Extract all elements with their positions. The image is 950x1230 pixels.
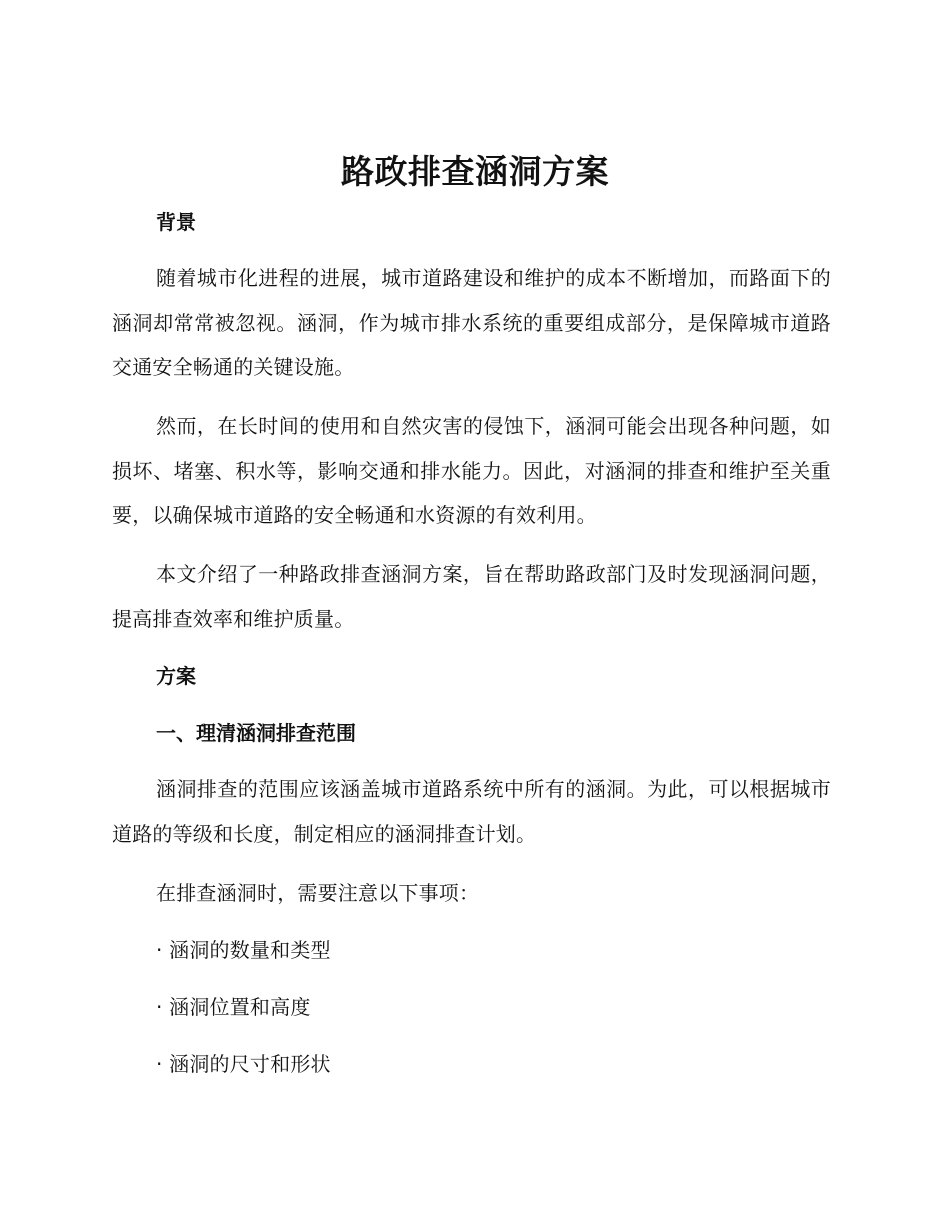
step-1-paragraph-2: 在排查涵洞时，需要注意以下事项： <box>156 881 480 905</box>
section-heading-background: 背景 <box>156 210 196 234</box>
background-paragraph-1: 随着城市化进程的进展，城市道路建设和维护的成本不断增加，而路面下的涵洞却常常被忽视。涵洞，作为城市排水系统的重要组成部分，是保障城市道路交通安全畅通的关键设施。 <box>112 266 831 379</box>
list-item: · 涵洞的尺寸和形状 <box>156 1052 331 1076</box>
background-paragraph-2: 然而，在长时间的使用和自然灾害的侵蚀下，涵洞可能会出现各种问题，如损坏、堵塞、积水等，影响交通和排水能力。因此，对涵洞的排查和维护至关重要，以确保城市道路的安全畅通和水资源的有效利用。 <box>112 414 831 527</box>
step-1-paragraph-1: 涵洞排查的范围应该涵盖城市道路系统中所有的涵洞。为此，可以根据城市道路的等级和长度，制定相应的涵洞排查计划。 <box>112 777 831 846</box>
background-paragraph-3: 本文介绍了一种路政排查涵洞方案，旨在帮助路政部门及时发现涵洞问题，提高排查效率和维护质量。 <box>112 562 831 631</box>
list-item: · 涵洞位置和高度 <box>156 995 311 1019</box>
document-title: 路政排查涵洞方案 <box>341 152 609 191</box>
list-item: · 涵洞的数量和类型 <box>156 938 331 962</box>
section-heading-plan: 方案 <box>156 664 196 688</box>
section-heading-step-1: 一、理清涵洞排查范围 <box>156 721 356 745</box>
